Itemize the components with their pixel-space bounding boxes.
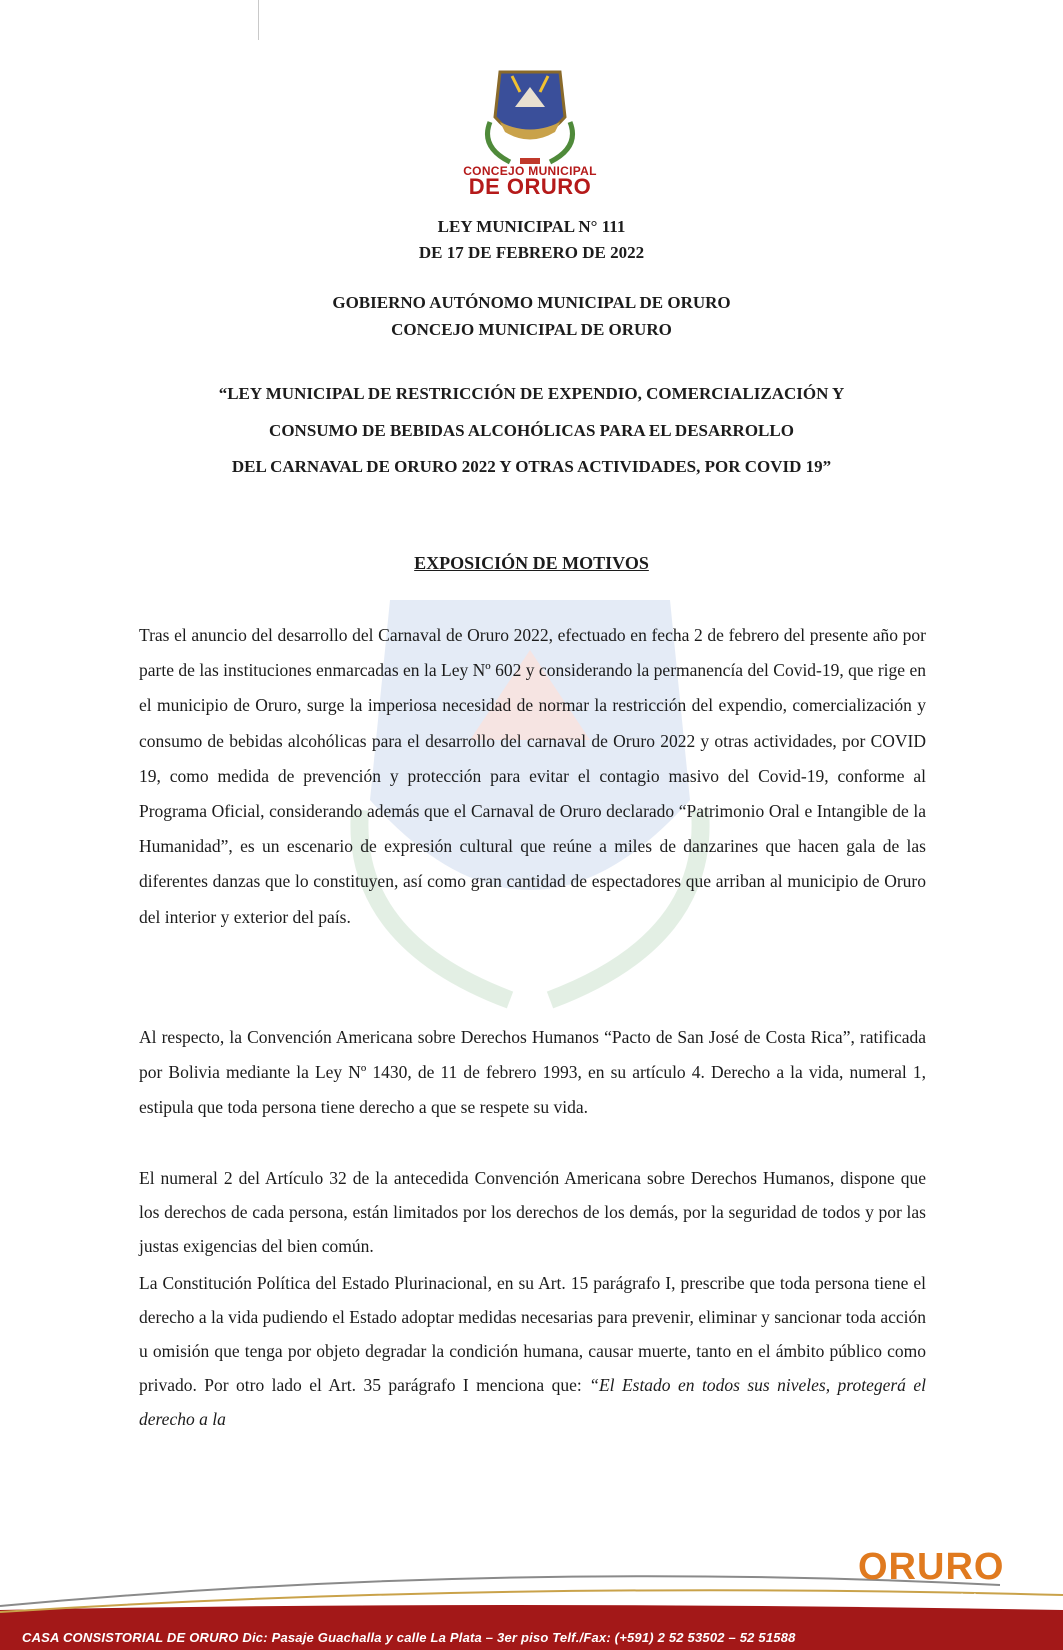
- paragraph-2: Al respecto, la Convención Americana sobre Derechos Humanos “Pacto de San José de Costa Rica”, ratificada por Bolivia mediante la Ley Nº 1430, de 11 de febrero 1993, en su artículo 4. Derecho a la vida, numeral 1, estipula que toda persona tiene derecho a que se respete su vida.: [139, 1027, 926, 1118]
- council-name-small: CONCEJO MUNICIPAL: [463, 164, 597, 178]
- paragraph-1: Tras el anuncio del desarrollo del Carnaval de Oruro 2022, efectuado en fecha 2 de febrero del presente año por parte de las instituciones enmarcadas en la Ley Nº 602 y considerando la permanencía del Covid-19, que rige en el municipio de Oruro, surge la imperiosa necesidad de normar la restricción del expendio, comercialización y consumo de bebidas alcohólicas para el desarrollo del carnaval de Oruro 2022 y otras actividades, por COVID 19, como medida de prevención y protección para evitar el contagio masivo del Covid-19, conforme al Programa Oficial, considerando además que el Carnaval de Oruro declarado “Patrimonio Oral e Intangible de la Humanidad”, es un escenario de expresión cultural que reúne a miles de danzarines que hacen gala de las diferentes danzas que lo constituyen, así como gran cantidad de espectadores que arriban al municipio de Oruro del interior y exterior del país.: [139, 625, 926, 927]
- law-date: DE 17 DE FEBRERO DE 2022: [418, 243, 645, 262]
- paragraph-4: [139, 1266, 926, 1436]
- law-title-line-3: DEL CARNAVAL DE ORURO 2022 Y OTRAS ACTIVIDADES, POR COVID 19”: [231, 457, 832, 476]
- law-title-line-2: CONSUMO DE BEBIDAS ALCOHÓLICAS PARA EL DESARROLLO: [269, 421, 794, 440]
- scan-margin-line: [258, 0, 259, 40]
- paragraph-4-quote: “El Estado en todos sus niveles, protegerá el derecho a la: [139, 1375, 926, 1429]
- coat-of-arms-logo: [470, 62, 590, 172]
- paragraph-3: El numeral 2 del Artículo 32 de la antecedida Convención Americana sobre Derechos Humanos, dispone que los derechos de cada persona, están limitados por los derechos de los demás, por la seguridad de todos y por las justas exigencias del bien común.: [139, 1168, 926, 1256]
- footer-address: CASA CONSISTORIAL DE ORURO Dic: Pasaje Guachalla y calle La Plata – 3er piso Telf./Fax: (+591) 2 52 53502 – 52 51588: [22, 1630, 796, 1645]
- government-name: GOBIERNO AUTÓNOMO MUNICIPAL DE ORURO: [332, 293, 731, 312]
- law-title-line-1: “LEY MUNICIPAL DE RESTRICCIÓN DE EXPENDIO, COMERCIALIZACIÓN Y: [218, 384, 845, 403]
- section-heading: EXPOSICIÓN DE MOTIVOS: [414, 553, 649, 573]
- brand-slogan: Te quiero grande !: [880, 1590, 977, 1605]
- law-number: LEY MUNICIPAL N° 111: [437, 217, 626, 236]
- council-name-large: DE ORURO: [468, 174, 592, 199]
- council-full-name: CONCEJO MUNICIPAL DE ORURO: [391, 320, 672, 339]
- paragraph-4-text: La Constitución Política del Estado Plurinacional, en su Art. 15 parágrafo I, prescribe que toda persona tiene el derecho a la vida pudiendo el Estado adoptar medidas necesarias para prevenir, eliminar y sancionar toda acción u omisión que tenga por objeto degradar la condición humana, causar muerte, tanto en el ámbito público como privado. Por otro lado el Art. 35 parágrafo I menciona que:: [139, 1273, 926, 1395]
- oruro-brand-logo: ORURO: [858, 1546, 1005, 1588]
